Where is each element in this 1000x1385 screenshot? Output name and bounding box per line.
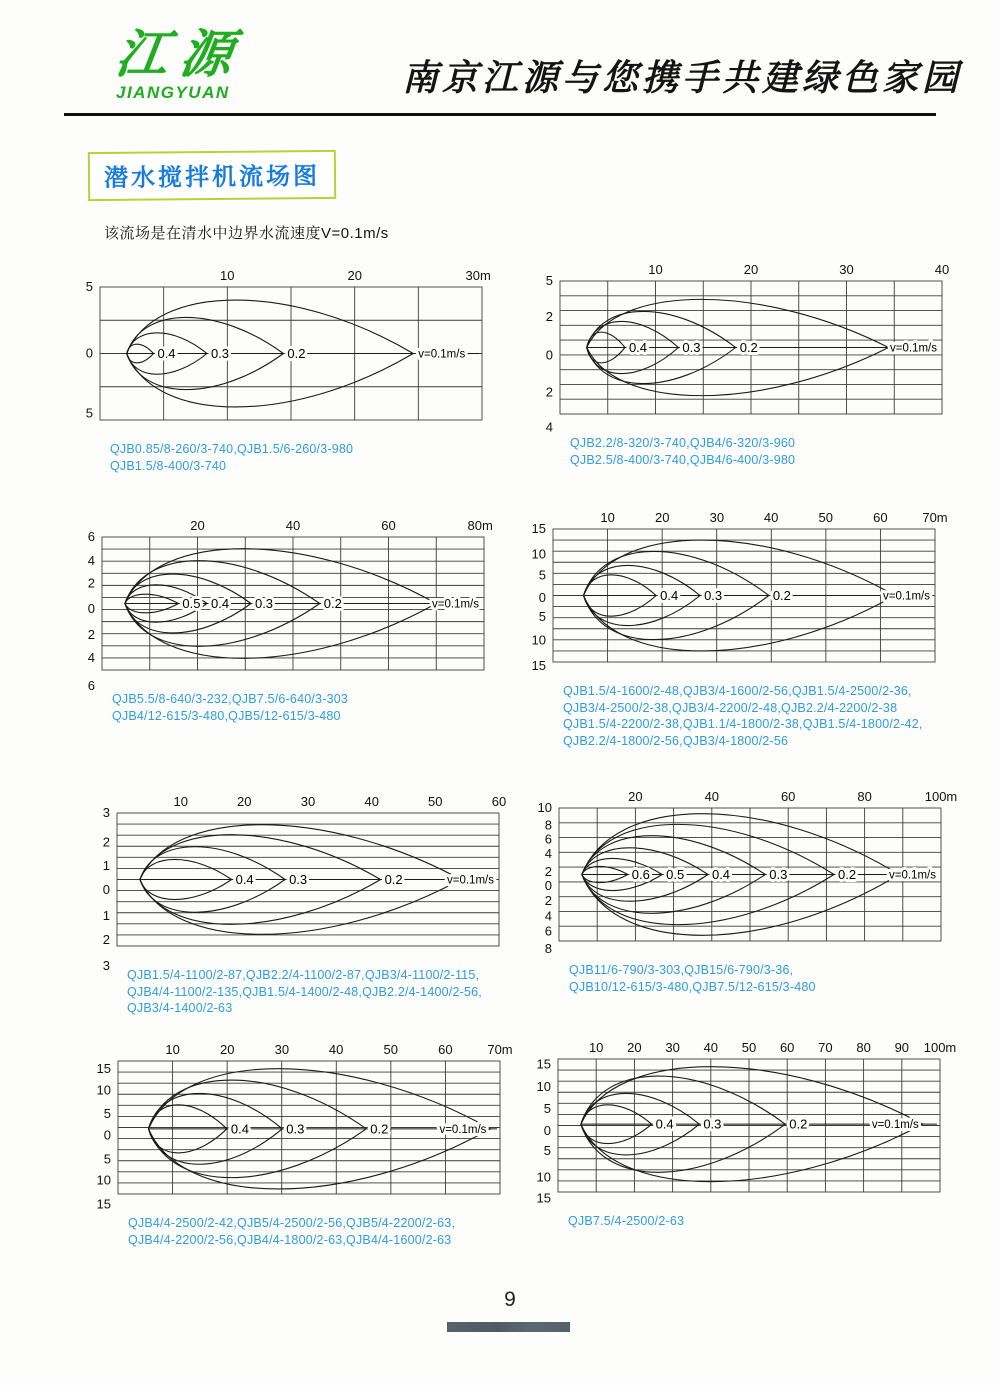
- model-list-line: QJB3/4-1400/2-63: [127, 1001, 233, 1015]
- model-list-line: QJB1.5/4-1100/2-87,QJB2.2/4-1100/2-87,QJB3/4-1100/2-115,: [127, 968, 480, 982]
- svg-text:4: 4: [545, 419, 553, 435]
- svg-text:20: 20: [220, 1042, 235, 1057]
- svg-text:10: 10: [537, 800, 552, 815]
- model-list: [128, 1215, 534, 1248]
- svg-text:50: 50: [427, 794, 443, 809]
- svg-text:v=0.1m/s: v=0.1m/s: [418, 348, 466, 361]
- svg-text:3: 3: [102, 957, 110, 973]
- svg-text:40: 40: [328, 1042, 344, 1057]
- model-list-line: QJB2.5/8-400/3-740,QJB4/6-400/3-980: [570, 452, 796, 467]
- svg-text:5: 5: [538, 567, 546, 583]
- svg-text:30m: 30m: [465, 268, 491, 283]
- header-divider: [64, 113, 936, 116]
- model-list-line: QJB4/4-2500/2-42,QJB5/4-2500/2-56,QJB5/4-2200/2-63,: [128, 1216, 456, 1230]
- flow-field-chart-7: [86, 1041, 534, 1248]
- svg-text:20: 20: [743, 262, 759, 277]
- logo-latin-text: JIANGYUAN: [116, 83, 230, 102]
- svg-text:40: 40: [934, 262, 950, 277]
- axis-tick-labels: [86, 268, 491, 420]
- svg-text:0: 0: [102, 882, 110, 898]
- svg-text:0.2: 0.2: [838, 867, 857, 882]
- svg-text:v=0.1m/s: v=0.1m/s: [439, 1123, 487, 1136]
- svg-text:0.5: 0.5: [182, 596, 201, 611]
- svg-text:10: 10: [219, 268, 235, 283]
- svg-text:v=0.1m/s: v=0.1m/s: [871, 1119, 919, 1132]
- model-list-line: QJB4/4-1100/2-135,QJB1.5/4-1400/2-48,QJB2.2/4-1400/2-56,: [127, 984, 482, 999]
- svg-text:15: 15: [96, 1060, 111, 1076]
- flow-field-chart-8: [526, 1039, 974, 1230]
- svg-text:60: 60: [438, 1042, 453, 1057]
- svg-text:3: 3: [102, 805, 110, 820]
- svg-text:100m: 100m: [923, 1040, 957, 1055]
- svg-text:30: 30: [300, 794, 316, 809]
- svg-text:90: 90: [894, 1040, 910, 1055]
- model-list: [569, 962, 975, 995]
- svg-text:0.4: 0.4: [230, 1121, 249, 1137]
- svg-text:20: 20: [627, 1040, 642, 1055]
- svg-text:20: 20: [628, 789, 643, 804]
- svg-text:0.4: 0.4: [157, 346, 176, 361]
- svg-text:0.2: 0.2: [287, 346, 306, 361]
- model-list-line: QJB11/6-790/3-303,QJB15/6-790/3-36,: [569, 963, 794, 977]
- svg-text:0.4: 0.4: [655, 1116, 674, 1132]
- flow-field-chart-3: [70, 517, 518, 724]
- svg-text:30: 30: [709, 510, 725, 525]
- svg-text:0.3: 0.3: [289, 872, 308, 887]
- svg-text:20: 20: [190, 518, 205, 533]
- model-list-line: QJB1.5/8-400/3-740: [110, 458, 227, 473]
- svg-text:10: 10: [531, 546, 546, 562]
- svg-text:40: 40: [763, 510, 779, 525]
- svg-text:40: 40: [285, 518, 301, 533]
- svg-text:0.3: 0.3: [682, 340, 701, 355]
- svg-text:0.3: 0.3: [769, 867, 788, 882]
- svg-text:30: 30: [274, 1042, 290, 1057]
- svg-text:0.2: 0.2: [370, 1121, 389, 1137]
- model-list: [110, 441, 516, 474]
- page-number: 9: [504, 1288, 516, 1311]
- svg-text:0.5: 0.5: [666, 867, 685, 882]
- svg-text:40: 40: [704, 789, 720, 804]
- svg-text:0.4: 0.4: [628, 340, 648, 355]
- svg-text:2: 2: [102, 834, 110, 850]
- svg-text:0.3: 0.3: [286, 1121, 305, 1137]
- svg-text:0.3: 0.3: [210, 346, 230, 361]
- svg-text:4: 4: [544, 908, 552, 924]
- model-list: [568, 1213, 974, 1230]
- model-list-line: QJB4/12-615/3-480,QJB5/12-615/3-480: [112, 708, 341, 723]
- contour-plot: [527, 788, 969, 968]
- model-list: [112, 691, 518, 724]
- svg-text:10: 10: [96, 1172, 111, 1188]
- svg-text:2: 2: [87, 626, 95, 642]
- svg-text:40: 40: [364, 794, 380, 809]
- svg-text:10: 10: [536, 1078, 551, 1094]
- model-list-line: QJB5.5/8-640/3-232,QJB7.5/6-640/3-303: [112, 692, 349, 706]
- svg-text:15: 15: [536, 1190, 551, 1206]
- contour-plot: [86, 1041, 528, 1221]
- svg-text:2: 2: [87, 575, 95, 591]
- contour-value-labels: [632, 867, 936, 882]
- svg-text:40: 40: [703, 1040, 719, 1055]
- svg-text:60: 60: [779, 1040, 795, 1055]
- footer-bar: [447, 1322, 570, 1332]
- svg-text:0: 0: [87, 600, 95, 616]
- svg-text:100m: 100m: [924, 789, 958, 804]
- svg-text:10: 10: [588, 1040, 604, 1055]
- svg-text:0.2: 0.2: [739, 340, 758, 355]
- model-list-line: QJB4/4-2200/2-56,QJB4/4-1800/2-63,QJB4/4-1600/2-63: [128, 1232, 452, 1247]
- svg-text:0: 0: [85, 345, 93, 361]
- svg-text:30: 30: [665, 1040, 680, 1055]
- svg-text:70m: 70m: [487, 1042, 513, 1057]
- svg-text:60: 60: [381, 518, 396, 533]
- flow-field-chart-4: [521, 509, 969, 749]
- svg-text:0.4: 0.4: [711, 867, 731, 882]
- svg-text:5: 5: [103, 1106, 111, 1122]
- svg-text:0: 0: [543, 1122, 551, 1138]
- model-list: [563, 683, 969, 749]
- header-slogan: 南京江源与您携手共建绿色家园: [402, 58, 963, 98]
- svg-text:5: 5: [545, 273, 553, 288]
- svg-text:15: 15: [536, 1056, 551, 1072]
- svg-text:4: 4: [87, 650, 95, 666]
- logo-chinese-text: 江源: [112, 27, 249, 84]
- flow-field-chart-1: [68, 267, 516, 474]
- contour-plot: [526, 1039, 968, 1219]
- svg-text:4: 4: [544, 845, 552, 861]
- svg-text:70: 70: [818, 1040, 833, 1055]
- svg-text:0: 0: [545, 347, 553, 363]
- svg-text:15: 15: [96, 1196, 111, 1212]
- svg-text:6: 6: [544, 923, 552, 939]
- svg-text:10: 10: [600, 510, 615, 525]
- chart-condition-note: 该流场是在清水中边界水流速度V=0.1m/s: [104, 225, 389, 242]
- model-list-line: QJB2.2/8-320/3-740,QJB4/6-320/3-960: [570, 436, 796, 450]
- svg-text:50: 50: [818, 510, 833, 525]
- contour-value-labels: [182, 596, 479, 611]
- svg-text:70m: 70m: [922, 510, 948, 525]
- svg-text:5: 5: [538, 608, 546, 624]
- model-list: [570, 435, 976, 468]
- model-list-line: QJB1.5/4-1600/2-48,QJB3/4-1600/2-56,QJB1.5/4-2500/2-36,: [563, 684, 912, 698]
- svg-text:0.3: 0.3: [703, 1116, 722, 1132]
- svg-text:80m: 80m: [467, 518, 493, 533]
- svg-text:v=0.1m/s: v=0.1m/s: [889, 869, 936, 882]
- model-list-line: QJB1.5/4-2200/2-38,QJB1.1/4-1800/2-38,QJB1.5/4-1800/2-42,: [563, 717, 923, 731]
- svg-text:0.3: 0.3: [254, 596, 274, 611]
- flow-field-chart-6: [527, 788, 975, 995]
- svg-text:4: 4: [87, 552, 95, 568]
- svg-text:0.4: 0.4: [235, 872, 254, 887]
- svg-text:15: 15: [531, 657, 546, 673]
- svg-text:8: 8: [544, 817, 552, 833]
- svg-text:v=0.1m/s: v=0.1m/s: [890, 342, 937, 355]
- svg-text:2: 2: [102, 932, 110, 948]
- section-title-badge: 潜水搅拌机流场图: [88, 150, 336, 201]
- flow-field-chart-5: [85, 793, 533, 1017]
- svg-text:0.4: 0.4: [660, 588, 679, 603]
- svg-text:1: 1: [102, 858, 110, 874]
- svg-text:2: 2: [544, 893, 552, 909]
- svg-text:6: 6: [87, 677, 95, 693]
- svg-text:20: 20: [655, 510, 670, 525]
- svg-text:0.2: 0.2: [772, 588, 791, 603]
- model-list-line: QJB0.85/8-260/3-740,QJB1.5/6-260/3-980: [110, 442, 354, 456]
- contour-plot: [521, 509, 963, 689]
- svg-text:10: 10: [165, 1042, 180, 1057]
- svg-text:2: 2: [544, 863, 552, 879]
- svg-text:v=0.1m/s: v=0.1m/s: [447, 874, 494, 887]
- svg-text:10: 10: [536, 1169, 551, 1185]
- svg-text:6: 6: [544, 831, 552, 847]
- svg-text:0.6: 0.6: [631, 867, 650, 882]
- jiangyuan-logo: [112, 27, 249, 102]
- svg-text:6: 6: [87, 529, 95, 544]
- model-list: [127, 967, 533, 1017]
- svg-text:5: 5: [103, 1151, 111, 1167]
- model-list-line: QJB10/12-615/3-480,QJB7.5/12-615/3-480: [569, 979, 816, 994]
- svg-text:60: 60: [780, 789, 796, 804]
- model-list-line: QJB7.5/4-2500/2-63: [568, 1214, 685, 1228]
- model-list-line: QJB2.2/4-1800/2-56,QJB3/4-1800/2-56: [563, 733, 789, 748]
- svg-text:0.4: 0.4: [211, 596, 230, 611]
- svg-text:0: 0: [544, 877, 552, 893]
- svg-text:50: 50: [741, 1040, 757, 1055]
- svg-text:15: 15: [531, 521, 546, 536]
- svg-text:2: 2: [545, 308, 553, 324]
- svg-text:10: 10: [173, 794, 189, 809]
- svg-text:5: 5: [543, 1142, 551, 1158]
- model-list-line: QJB3/4-2500/2-38,QJB3/4-2200/2-48,QJB2.2/4-2200/2-38: [563, 700, 898, 715]
- svg-text:10: 10: [96, 1082, 111, 1098]
- svg-text:5: 5: [85, 405, 93, 421]
- svg-text:v=0.1m/s: v=0.1m/s: [883, 590, 930, 603]
- svg-text:0.2: 0.2: [384, 872, 403, 887]
- svg-text:5: 5: [85, 279, 93, 294]
- contour-plot: [70, 517, 512, 697]
- svg-text:0: 0: [538, 590, 546, 606]
- svg-text:20: 20: [236, 794, 252, 809]
- svg-text:1: 1: [102, 908, 110, 924]
- contour-plot: [528, 261, 970, 441]
- contour-plot: [68, 267, 510, 447]
- svg-text:20: 20: [347, 268, 363, 283]
- svg-text:0: 0: [103, 1127, 111, 1143]
- svg-text:50: 50: [383, 1042, 398, 1057]
- svg-text:10: 10: [531, 632, 546, 648]
- svg-text:8: 8: [544, 940, 552, 956]
- svg-text:10: 10: [648, 262, 663, 277]
- svg-text:60: 60: [873, 510, 888, 525]
- svg-text:60: 60: [491, 794, 507, 809]
- svg-text:30: 30: [839, 262, 854, 277]
- svg-text:2: 2: [545, 384, 553, 400]
- svg-text:0.3: 0.3: [704, 588, 723, 603]
- contour-plot: [85, 793, 527, 973]
- svg-text:0.2: 0.2: [323, 596, 342, 611]
- svg-text:80: 80: [856, 1040, 871, 1055]
- svg-text:0.2: 0.2: [789, 1116, 808, 1132]
- svg-text:v=0.1m/s: v=0.1m/s: [432, 598, 479, 611]
- svg-text:80: 80: [857, 789, 872, 804]
- svg-text:5: 5: [543, 1100, 551, 1116]
- flow-field-chart-2: [528, 261, 976, 468]
